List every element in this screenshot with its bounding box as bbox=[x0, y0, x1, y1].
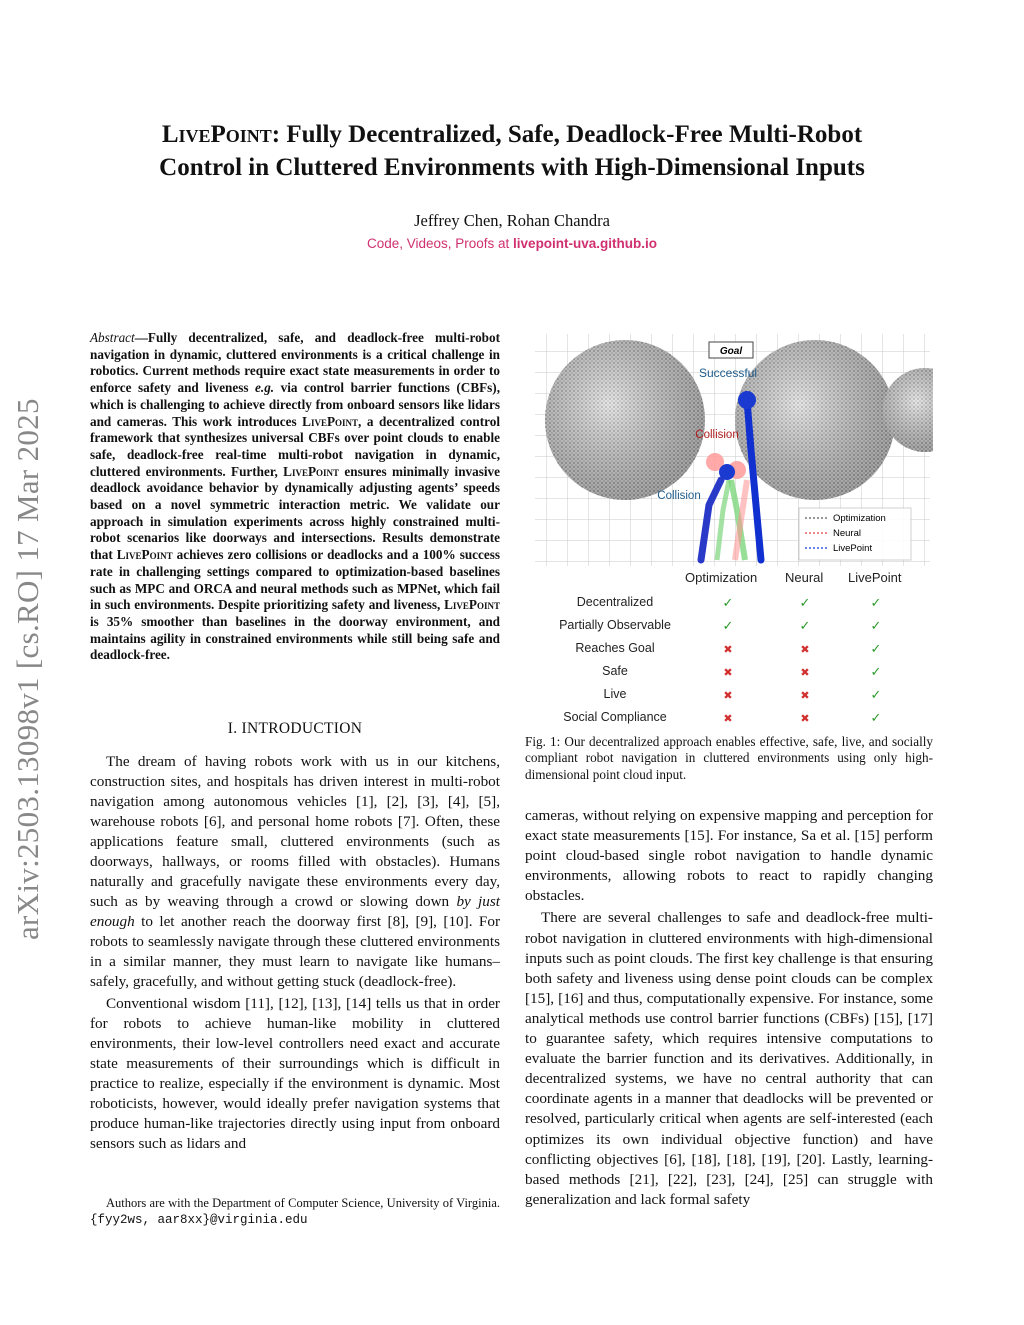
title-line1: : Fully Decentralized, Safe, Deadlock-Free Multi-Robot bbox=[271, 121, 863, 148]
abstract-label: Abstract bbox=[90, 330, 135, 345]
robot-blue-collided bbox=[719, 464, 735, 480]
abstract-text-4: ensures minimally invasive deadlock avoidance behavior by dynamically adjusting agents’ speeds based on a novel symmetric interaction metric. We validate our approach in simulation experiments across highly constrained multi-robot scenarios like doorways and intersections. Results demonstrate that bbox=[90, 463, 500, 563]
abstract-text-3: , a decentralized control framework that synthesizes universal CBFs over point clouds to enable safe, deadlock-free real-time multi-robot navigation in dynamic, cluttered environments. Further, bbox=[90, 413, 501, 479]
table-row-label: Safe bbox=[602, 664, 628, 678]
project-url-link[interactable]: livepoint-uva.github.io bbox=[513, 236, 658, 251]
cross-icon: ✖ bbox=[723, 667, 733, 679]
checkmark-icon: ✓ bbox=[870, 664, 882, 679]
collision-label-lower: Collision bbox=[657, 490, 701, 502]
abstract-eg: e.g. bbox=[255, 380, 275, 396]
table-row-label: Partially Observable bbox=[559, 618, 671, 632]
paper-title bbox=[90, 118, 934, 184]
abstract-method-name: LivePoint bbox=[283, 463, 340, 479]
checkmark-icon: ✓ bbox=[799, 618, 811, 633]
footnote-text: Authors are with the Department of Computer Science, University of Virginia. bbox=[106, 1196, 500, 1210]
abstract-method-name: LivePoint bbox=[444, 597, 500, 613]
table-row-label: Social Compliance bbox=[563, 710, 667, 724]
right-paragraph-2: There are several challenges to safe and deadlock-free multi-robot navigation in cluttered environments with high-dimensional inputs such as point clouds. The first key challenge is that ensuring both safety and liveness using dense point clouds can be complex [15], [16] and thus, computationally expensive. For instance, some analytical methods use control barrier functions (CBFs) [15], [17] to guarantee safety, which requires intensive computations to evaluate the barrier function and its derivatives. Additionally, in decentralized systems, we have no central authority that can coordinate agents in a manner that deadlocks will be prevented or resolved, particularly critical when agents are self-interested (each optimizes its own individual objective function) and have conflicting objectives [6], [18], [18], [19], [20]. Lastly, learning-based methods [21], [22], [23], [24], [25] can struggle with generalization and lack formal safety bbox=[525, 909, 933, 1208]
title-line2: Control in Cluttered Environments with High-Dimensional Inputs bbox=[159, 154, 865, 181]
figure-1-caption: Fig. 1: Our decentralized approach enables effective, safe, live, and socially compliant robot navigation in cluttered environments using only high-dimensional point cloud input. bbox=[525, 734, 933, 782]
cross-icon: ✖ bbox=[723, 690, 733, 702]
abstract-dash: — bbox=[134, 330, 148, 345]
collision-label-upper: Collision bbox=[695, 429, 739, 441]
abstract-text-2: via control barrier functions (CBFs), which is challenging to achieve directly from onboard sensors like lidars and cameras. This work introduces bbox=[90, 380, 500, 429]
abstract-text-1: Fully decentralized, safe, and deadlock-free multi-robot navigation in dynamic, cluttered environments is a critical challenge in robotics. Current methods require exact state measurements in order to enforce safety and liveness bbox=[90, 330, 500, 396]
cross-icon: ✖ bbox=[800, 667, 810, 679]
checkmark-icon: ✓ bbox=[870, 595, 882, 610]
title-method-name: LivePoint bbox=[161, 121, 272, 148]
checkmark-icon: ✓ bbox=[799, 595, 811, 610]
table-row-label: Decentralized bbox=[576, 595, 654, 609]
intro-p1-italic: by just enough bbox=[90, 893, 501, 930]
section-heading-introduction: I. INTRODUCTION bbox=[227, 720, 363, 737]
column-header-optimization: Optimization bbox=[685, 570, 758, 585]
abstract-method-name: LivePoint bbox=[116, 547, 173, 563]
legend-optimization: Optimization bbox=[833, 513, 886, 524]
checkmark-icon: ✓ bbox=[722, 595, 734, 610]
table-row-label: Live bbox=[603, 687, 627, 701]
arxiv-stamp: arXiv:2503.13098v1 [cs.RO] 17 Mar 2025 bbox=[10, 398, 45, 940]
intro-paragraph-2: Conventional wisdom [11], [12], [13], [14] tells us that in order for robots to achieve human-like mobility in cluttered environments, their low-level controllers need exact and accurate state measurements of their surroundings which is difficult in practice to realize, especially if the environment is dynamic. Most roboticists, however, would ideally prefer navigation systems that produce human-like trajectories directly using input from onboard sensors such as lidars and bbox=[90, 995, 500, 1152]
intro-p1-text: The dream of having robots work with us in our kitchens, construction sites, and hospitals has driven interest in multi-robot navigation among autonomous vehicles [1], [2], [3], [4], [5], warehouse robots [6], and personal home robots [7]. Often, these applications feature small, cluttered environments (such as doorways, hallways, or rooms filled with obstacles). Humans naturally and gracefully navigate these environments every day, such as by weaving through a crowd or slowing down bbox=[90, 753, 500, 910]
links-prefix: Code, Videos, Proofs at bbox=[366, 236, 514, 251]
legend-livepoint: LivePoint bbox=[833, 543, 873, 554]
table-row-label: Reaches Goal bbox=[575, 641, 655, 655]
column-header-livepoint: LivePoint bbox=[848, 570, 902, 585]
checkmark-icon: ✓ bbox=[870, 641, 882, 656]
abstract-method-name: LivePoint bbox=[302, 413, 359, 429]
robot-livepoint bbox=[738, 391, 756, 409]
comparison-table bbox=[525, 570, 933, 730]
project-links bbox=[90, 236, 934, 251]
abstract bbox=[90, 330, 500, 664]
abstract-text-6: is 35% smoother than baselines in the doorway environment, and maintains agility in constrained environments while still being safe and deadlock-free. bbox=[90, 613, 500, 663]
authors: Jeffrey Chen, Rohan Chandra bbox=[414, 211, 610, 230]
intro-paragraph-1 bbox=[90, 752, 500, 992]
checkmark-icon: ✓ bbox=[870, 618, 882, 633]
abstract-text-5: achieves zero collisions or deadlocks and a 100% success rate in challenging settings compared to optimization-based baselines such as MPC and ORCA and neural methods such as MPNet, which fail in such environments. Despite prioritizing safety and liveness, bbox=[90, 547, 500, 613]
cross-icon: ✖ bbox=[723, 713, 733, 725]
footnote-emails: {fyy2ws, aar8xx}@virginia.edu bbox=[90, 1213, 308, 1227]
intro-body bbox=[90, 752, 500, 1156]
cross-icon: ✖ bbox=[800, 690, 810, 702]
legend-neural: Neural bbox=[833, 528, 861, 539]
cross-icon: ✖ bbox=[800, 713, 810, 725]
goal-label: Goal bbox=[719, 346, 743, 357]
cross-icon: ✖ bbox=[800, 644, 810, 656]
intro-p1-end: to let another reach the doorway first [8], [9], [10]. For robots to seamlessly navigate through these cluttered environments in a similar manner, they must learn to navigate like humans–safely, gracefully, and without getting stuck (deadlock-free). bbox=[90, 913, 500, 990]
right-column-body bbox=[525, 806, 933, 1212]
checkmark-icon: ✓ bbox=[870, 687, 882, 702]
checkmark-icon: ✓ bbox=[722, 618, 734, 633]
figure-1-svg bbox=[525, 330, 933, 570]
checkmark-icon: ✓ bbox=[870, 710, 882, 725]
figure-1-illustration bbox=[525, 330, 933, 570]
cross-icon: ✖ bbox=[723, 644, 733, 656]
footnote bbox=[90, 1195, 500, 1228]
successful-label: Successful bbox=[698, 366, 758, 380]
column-header-neural: Neural bbox=[785, 570, 824, 585]
right-paragraph-1: cameras, without relying on expensive mapping and perception for exact state measurements [15]. For instance, Sa et al. [15] perform point cloud-based single robot navigation to handle dynamic environments, allowing robots to react to rapidly changing obstacles. bbox=[525, 807, 933, 905]
